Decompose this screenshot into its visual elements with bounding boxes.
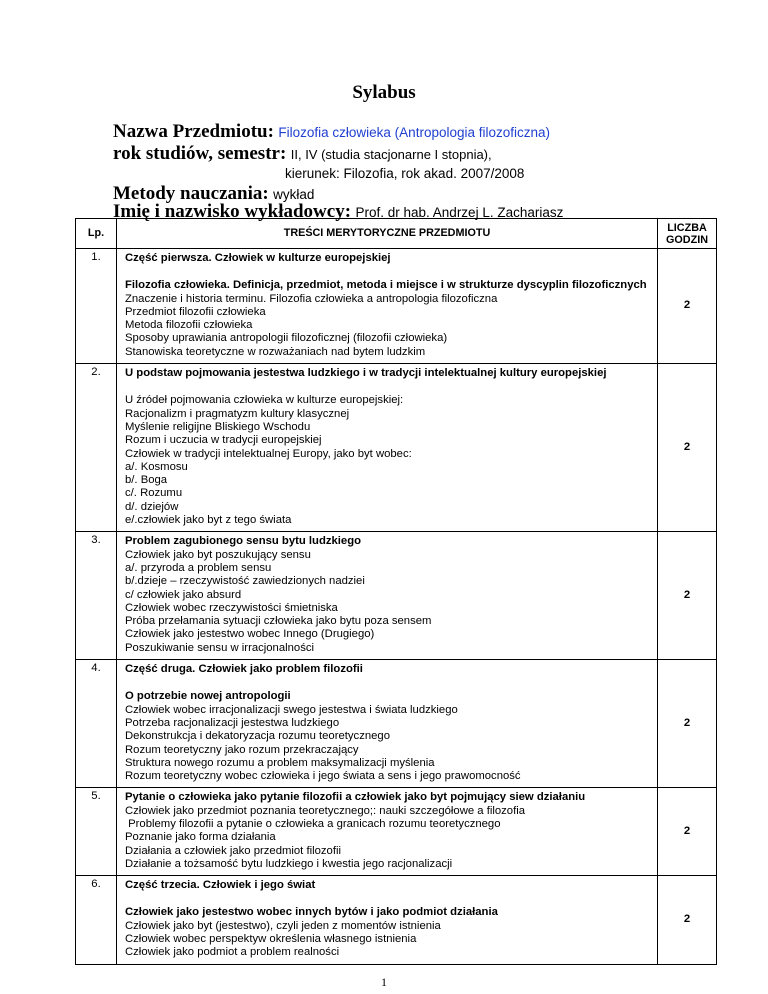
list-item: Stanowiska teoretyczne w rozważaniach nad bytem ludzkim xyxy=(125,345,426,358)
row-number: 4. xyxy=(76,660,117,788)
list-item: Problemy filozofii a pytanie o człowieka a granicach rozumu teoretycznego xyxy=(125,817,501,830)
row-number: 6. xyxy=(76,876,117,964)
list-item: Człowiek jako byt poszukujący sensu xyxy=(125,548,311,561)
list-item: c/. Rozumu xyxy=(125,487,183,500)
part-heading: Część pierwsza. Człowiek w kulturze europejskiej xyxy=(125,252,391,264)
methods-label: Metody nauczania: xyxy=(113,183,269,204)
col-header-hours: LICZBA GODZIN xyxy=(658,219,717,249)
topic-heading: Problem zagubionego sensu bytu ludzkiego xyxy=(125,535,361,548)
list-item: Struktura nowego rozumu a problem maksymalizacji myślenia xyxy=(125,756,435,769)
list-item: d/. dziejów xyxy=(125,500,179,513)
row-hours: 2 xyxy=(658,876,717,964)
topic-heading: Pytanie o człowieka jako pytanie filozofii a człowiek jako byt pojmujący siew działaniu xyxy=(125,791,586,804)
list-item: Przedmiot filozofii człowieka xyxy=(125,305,266,318)
table-row xyxy=(76,249,717,364)
list-item: Rozum i uczucia w tradycji europejskiej xyxy=(125,434,322,447)
list-item: Rozum teoretyczny wobec człowieka i jego świata a sens i jego prawomocność xyxy=(125,770,521,783)
table-row xyxy=(76,660,717,788)
list-item: Działania a człowiek jako przedmiot filozofii xyxy=(125,844,341,857)
list-item: Potrzeba racjonalizacji jestestwa ludzkiego xyxy=(125,716,340,729)
lecturer-label: Imię i nazwisko wykładowcy: xyxy=(113,201,352,222)
part-heading: Część trzecia. Człowiek i jego świat xyxy=(125,879,316,892)
list-item: Poszukiwanie sensu w irracjonalności xyxy=(125,641,314,654)
list-item: Człowiek jako przedmiot poznania teoretycznego;: nauki szczegółowe a filozofia xyxy=(125,804,525,817)
subject-line xyxy=(113,121,550,143)
row-content xyxy=(117,249,658,364)
list-item: a/. przyroda a problem sensu xyxy=(125,561,272,574)
list-item: Człowiek jako podmiot a problem realności xyxy=(125,946,340,959)
row-number: 2. xyxy=(76,364,117,532)
row-hours: 2 xyxy=(658,788,717,876)
year-value: II, IV (studia stacjonarne I stopnia), xyxy=(290,147,492,162)
row-content xyxy=(117,788,658,876)
year-label: rok studiów, semestr: xyxy=(113,143,287,164)
page-number: 1 xyxy=(381,975,387,989)
list-item: Rozum teoretyczny jako rozum przekraczający xyxy=(125,743,359,756)
list-item: a/. Kosmosu xyxy=(125,460,188,473)
topic-heading: Człowiek jako jestestwo wobec innych bytów i jako podmiot działania xyxy=(125,906,498,919)
list-item: c/ człowiek jako absurd xyxy=(125,588,242,601)
program-line: kierunek: Filozofia, rok akad. 2007/2008 xyxy=(285,166,525,181)
col-header-content: TREŚCI MERYTORYCZNE PRZEDMIOTU xyxy=(117,219,658,249)
syllabus-table xyxy=(75,218,717,965)
page-title: Sylabus xyxy=(352,82,416,103)
list-item: Próba przełamania sytuacji człowieka jako bytu poza sensem xyxy=(125,615,432,628)
lecturer-value: Prof. dr hab. Andrzej L. Zachariasz xyxy=(355,205,564,220)
row-content xyxy=(117,364,658,532)
methods-value: wykład xyxy=(273,187,315,202)
table-row xyxy=(76,364,717,532)
list-item: Sposoby uprawiania antropologii filozoficznej (filozofii człowieka) xyxy=(125,332,448,345)
part-heading: Część druga. Człowiek jako problem filozofii xyxy=(125,663,363,676)
list-item: Znaczenie i historia terminu. Filozofia człowieka a antropologia filozoficzna xyxy=(125,292,498,305)
row-hours: 2 xyxy=(658,660,717,788)
list-item: e/.człowiek jako byt z tego świata xyxy=(125,514,292,527)
row-content xyxy=(117,876,658,964)
subject-value: Filozofia człowieka (Antropologia filozoficzna) xyxy=(278,125,551,140)
list-item: Człowiek jako jestestwo wobec Innego (Drugiego) xyxy=(125,628,375,641)
row-hours: 2 xyxy=(658,249,717,364)
table-row xyxy=(76,532,717,660)
list-item: Metoda filozofii człowieka xyxy=(125,319,253,332)
topic-heading: Filozofia człowieka. Definicja, przedmiot, metoda i miejsce i w strukturze dyscyplin filozoficznych xyxy=(125,279,647,292)
table-header-row xyxy=(76,219,717,249)
row-number: 3. xyxy=(76,532,117,660)
table-row xyxy=(76,788,717,876)
list-item: Racjonalizm i pragmatyzm kultury klasycznej xyxy=(125,407,350,420)
list-item: Człowiek wobec rzeczywistości śmietniska xyxy=(125,601,338,614)
list-item: b/.dzieje – rzeczywistość zawiedzionych nadziei xyxy=(125,575,365,588)
row-content xyxy=(117,660,658,788)
topic-heading: O potrzebie nowej antropologii xyxy=(125,690,291,703)
list-item: Człowiek wobec irracjonalizacji swego jestestwa i świata ludzkiego xyxy=(125,703,458,716)
topic-heading: U podstaw pojmowania jestestwa ludzkiego i w tradycji intelektualnej kultury europejskiej xyxy=(125,367,607,380)
row-content xyxy=(117,532,658,660)
list-item: U źródeł pojmowania człowieka w kulturze europejskiej: xyxy=(125,394,404,407)
table-row xyxy=(76,876,717,964)
row-hours: 2 xyxy=(658,364,717,532)
list-item: Człowiek w tradycji intelektualnej Europy, jako byt wobec: xyxy=(125,447,412,460)
list-item: Poznanie jako forma działania xyxy=(125,831,276,844)
list-item: b/. Boga xyxy=(125,474,168,487)
list-item: Człowiek wobec perspektyw określenia własnego istnienia xyxy=(125,933,417,946)
row-number: 5. xyxy=(76,788,117,876)
col-header-lp: Lp. xyxy=(76,219,117,249)
list-item: Człowiek jako byt (jestestwo), czyli jeden z momentów istnienia xyxy=(125,919,441,932)
row-hours: 2 xyxy=(658,532,717,660)
list-item: Działanie a tożsamość bytu ludzkiego i kwestia jego racjonalizacji xyxy=(125,857,453,870)
row-number: 1. xyxy=(76,249,117,364)
year-line xyxy=(113,143,492,165)
list-item: Myślenie religijne Bliskiego Wschodu xyxy=(125,420,311,433)
list-item: Dekonstrukcja i dekatoryzacja rozumu teoretycznego xyxy=(125,730,390,743)
subject-label: Nazwa Przedmiotu: xyxy=(113,121,274,142)
